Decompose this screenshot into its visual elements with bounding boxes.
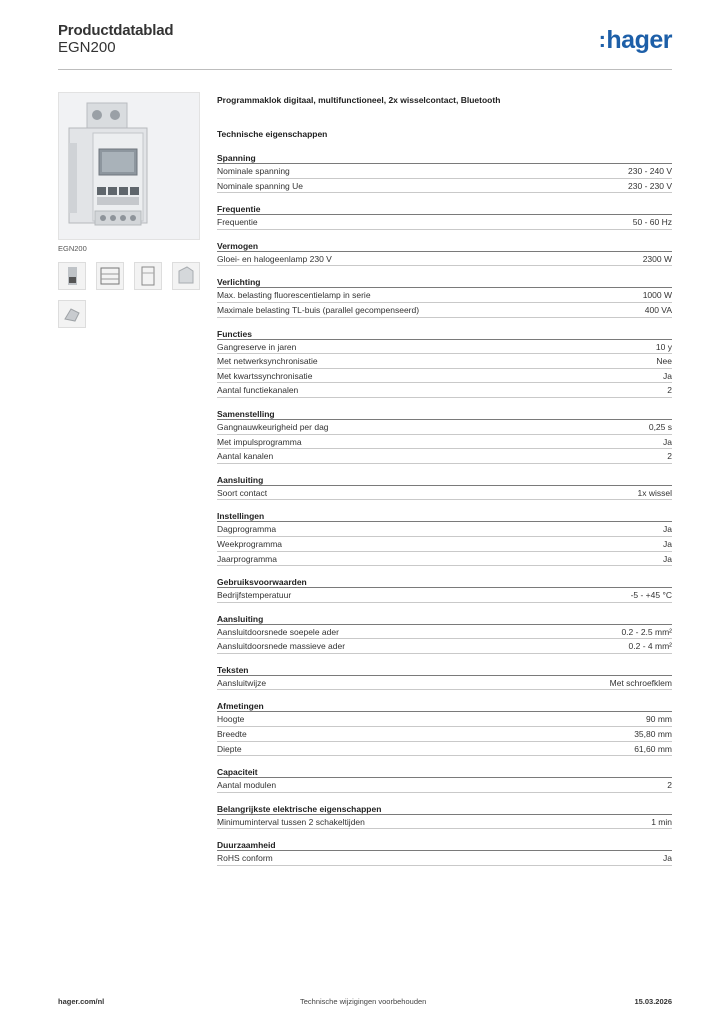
section-title: Verlichting	[217, 276, 672, 288]
device-angle-thumb-icon	[59, 301, 85, 327]
spec-section	[217, 203, 672, 230]
spec-section	[217, 240, 672, 267]
spec-label: Met kwartssynchronisatie	[217, 370, 313, 381]
spec-row	[217, 727, 672, 742]
spec-row	[217, 354, 672, 369]
spec-value: 1000 W	[642, 290, 672, 301]
time-switch-device-icon	[59, 93, 199, 239]
section-title: Spanning	[217, 152, 672, 164]
spec-row	[217, 449, 672, 464]
spec-label: Bedrijfstemperatuur	[217, 590, 292, 601]
spec-row	[217, 303, 672, 318]
spec-value: 2	[667, 451, 672, 462]
spec-value: Ja	[663, 524, 672, 535]
thumbnail[interactable]	[134, 262, 162, 290]
spec-label: Maximale belasting TL-buis (parallel gecompenseerd)	[217, 304, 420, 315]
spec-row	[217, 383, 672, 398]
spec-row	[217, 712, 672, 727]
spec-label: Minimuminterval tussen 2 schakeltijden	[217, 816, 365, 827]
spec-row	[217, 435, 672, 450]
spec-row	[217, 537, 672, 552]
spec-row	[217, 486, 672, 501]
thumbnail[interactable]	[172, 262, 200, 290]
spec-label: Frequentie	[217, 217, 258, 228]
thumbnail[interactable]	[96, 262, 124, 290]
section-title: Gebruiksvoorwaarden	[217, 576, 672, 588]
spec-value: 35,80 mm	[634, 729, 672, 740]
thumbnail[interactable]	[58, 262, 86, 290]
spec-label: Jaarprogramma	[217, 553, 277, 564]
spec-section	[217, 328, 672, 398]
footer-date: 15.03.2026	[634, 997, 672, 1006]
spec-label: Gangnauwkeurigheid per dag	[217, 421, 329, 432]
spec-value: Ja	[663, 436, 672, 447]
spec-value: 90 mm	[646, 714, 672, 725]
spec-section	[217, 408, 672, 464]
spec-value: -5 - +45 °C	[630, 590, 672, 601]
spec-section	[217, 664, 672, 691]
spec-value: 1 min	[651, 816, 672, 827]
spec-value: 400 VA	[644, 304, 672, 315]
spec-value: 230 - 240 V	[628, 166, 672, 176]
spec-label: Aantal functiekanalen	[217, 385, 299, 396]
spec-value: Nee	[656, 356, 672, 367]
spec-section	[217, 474, 672, 501]
spec-label: Aantal modulen	[217, 780, 277, 791]
spec-value: 2	[667, 385, 672, 396]
thumbnail[interactable]	[58, 300, 86, 328]
spec-row	[217, 742, 672, 757]
spec-section	[217, 613, 672, 654]
spec-value: 0.2 - 4 mm²	[628, 641, 672, 652]
spec-label: Nominale spanning Ue	[217, 180, 303, 191]
spec-label: Diepte	[217, 743, 242, 754]
spec-value: Met schroefklem	[609, 677, 672, 688]
spec-value: 50 - 60 Hz	[632, 217, 672, 228]
spec-row	[217, 552, 672, 567]
spec-value: Ja	[663, 370, 672, 381]
image-caption: EGN200	[58, 244, 87, 253]
wiring-diagram-thumb-icon	[97, 263, 123, 289]
spec-value: 0,25 s	[648, 421, 672, 432]
spec-sections	[217, 152, 672, 866]
spec-row	[217, 288, 672, 303]
section-title: Teksten	[217, 664, 672, 676]
logo-dots-icon: :	[598, 27, 606, 52]
product-title: Programmaklok digitaal, multifunctioneel, 2x wisselcontact, Bluetooth	[217, 95, 501, 105]
spec-row	[217, 369, 672, 384]
spec-label: Aantal kanalen	[217, 451, 274, 462]
spec-label: Dagprogramma	[217, 524, 277, 535]
spec-value: Ja	[663, 538, 672, 549]
spec-value: 0.2 - 2.5 mm²	[621, 626, 672, 637]
spec-content	[217, 95, 672, 866]
dimension-drawing-thumb-icon	[135, 263, 161, 289]
spec-heading: Technische eigenschappen	[217, 129, 328, 139]
spec-row	[217, 851, 672, 866]
spec-label: Aansluitdoorsnede massieve ader	[217, 641, 346, 652]
spec-label: Weekprogramma	[217, 538, 283, 549]
spec-row	[217, 215, 672, 230]
spec-value: 10 y	[655, 341, 672, 352]
spec-value: 230 - 230 V	[628, 180, 672, 191]
spec-value: 2300 W	[642, 253, 672, 264]
product-image[interactable]	[58, 92, 200, 240]
section-title: Instellingen	[217, 510, 672, 522]
spec-section	[217, 576, 672, 603]
spec-label: Soort contact	[217, 487, 268, 498]
document-subtitle: EGN200	[58, 39, 116, 56]
spec-label: Aansluitwijze	[217, 677, 267, 688]
spec-row	[217, 778, 672, 793]
spec-row	[217, 340, 672, 355]
spec-section	[217, 152, 672, 193]
spec-value: 1x wissel	[637, 487, 672, 498]
spec-section	[217, 276, 672, 317]
spec-label: Breedte	[217, 729, 247, 740]
logo-text: hager	[606, 26, 672, 54]
page-header	[58, 20, 672, 70]
spec-row	[217, 420, 672, 435]
spec-section	[217, 839, 672, 866]
spec-row	[217, 588, 672, 603]
spec-label: Gangreserve in jaren	[217, 341, 297, 352]
section-title: Capaciteit	[217, 766, 672, 778]
section-title: Functies	[217, 328, 672, 340]
spec-value: Ja	[663, 853, 672, 864]
spec-label: Nominale spanning	[217, 166, 290, 176]
section-title: Duurzaamheid	[217, 839, 672, 851]
section-title: Vermogen	[217, 240, 672, 252]
footer-disclaimer: Technische wijzigingen voorbehouden	[300, 997, 427, 1006]
spec-row	[217, 179, 672, 194]
spec-label: RoHS conform	[217, 853, 273, 864]
spec-section	[217, 510, 672, 566]
section-title: Afmetingen	[217, 700, 672, 712]
spec-value: 61,60 mm	[634, 743, 672, 754]
spec-row	[217, 676, 672, 691]
device-front-thumb-icon	[59, 263, 85, 289]
spec-row	[217, 522, 672, 537]
spec-row	[217, 625, 672, 640]
section-title: Aansluiting	[217, 613, 672, 625]
spec-label: Met impulsprogramma	[217, 436, 302, 447]
spec-label: Aansluitdoorsnede soepele ader	[217, 626, 339, 637]
spec-row	[217, 639, 672, 654]
footer-website[interactable]: hager.com/nl	[58, 997, 105, 1006]
document-title: Productdatablad	[58, 22, 174, 39]
spec-row	[217, 164, 672, 179]
hager-logo[interactable]	[599, 26, 672, 55]
spec-label: Gloei- en halogeenlamp 230 V	[217, 253, 332, 264]
device-side-thumb-icon	[173, 263, 199, 289]
spec-value: Ja	[663, 553, 672, 564]
spec-row	[217, 815, 672, 830]
spec-section	[217, 803, 672, 830]
spec-section	[217, 766, 672, 793]
spec-label: Hoogte	[217, 714, 245, 725]
section-title: Frequentie	[217, 203, 672, 215]
spec-section	[217, 700, 672, 756]
spec-value: 2	[667, 780, 672, 791]
section-title: Samenstelling	[217, 408, 672, 420]
section-title: Aansluiting	[217, 474, 672, 486]
spec-row	[217, 252, 672, 267]
spec-label: Met netwerksynchronisatie	[217, 356, 318, 367]
spec-label: Max. belasting fluorescentielamp in serie	[217, 290, 371, 301]
section-title: Belangrijkste elektrische eigenschappen	[217, 803, 672, 815]
